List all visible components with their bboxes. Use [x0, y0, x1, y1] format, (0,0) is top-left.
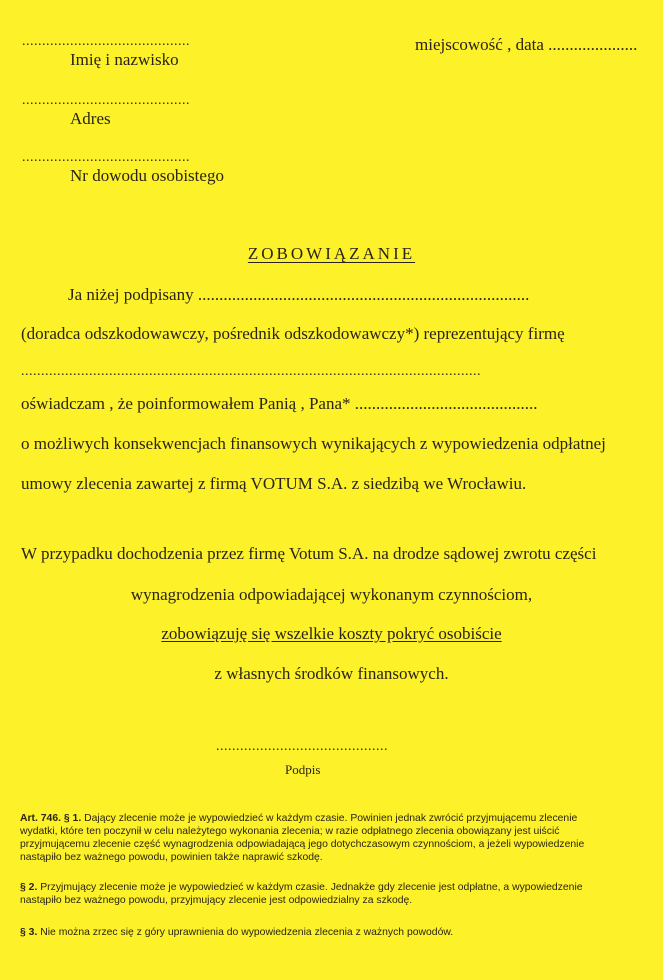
place-date-field[interactable]: miejscowość , data .....................	[415, 35, 638, 54]
id-number-label: Nr dowodu osobistego	[70, 166, 224, 185]
address-field-line[interactable]: ..........................................	[22, 93, 190, 108]
paragraph-2-heading: § 2.	[20, 882, 38, 893]
name-field-line[interactable]: ..........................................	[22, 34, 190, 49]
id-number-field-line[interactable]: ..........................................	[22, 150, 190, 165]
legal-text: nastąpiło bez ważnego powodu, powinien także naprawić szkodę.	[20, 852, 323, 863]
signature-line[interactable]: ...........................................	[216, 739, 388, 754]
clause-line-1: W przypadku dochodzenia przez firmę Votum S.A. na drodze sądowej zwrotu części	[21, 544, 597, 563]
signature-label: Podpis	[285, 762, 321, 777]
company-name-line[interactable]: ...................................................................................................................	[21, 364, 481, 379]
clause-line-2: wynagrodzenia odpowiadającej wykonanym czynnościom,	[130, 585, 533, 604]
legal-text: Dający zlecenie może je wypowiedzieć w każdym czasie. Powinien jednak zwrócić przyjmującemu zlecenie	[81, 813, 578, 824]
legal-text: Nie można zrzec się z góry uprawnienia do wypowiedzenia zlecenia z ważnych powodów.	[37, 927, 454, 938]
legal-art746-p2	[20, 881, 583, 907]
informed-client-line[interactable]: oświadczam , że poinformowałem Panią , Pana* ...........................................	[21, 394, 538, 413]
art-746-heading: Art. 746. § 1.	[20, 813, 82, 824]
role-description: (doradca odszkodowawczy, pośrednik odszkodowawczy*) reprezentujący firmę	[21, 324, 565, 343]
contract-text: umowy zlecenia zawartej z firmą VOTUM S.A. z siedzibą we Wrocławiu.	[21, 474, 527, 493]
legal-art746-p3	[20, 926, 453, 939]
legal-text: wydatki, które ten poczynił w celu należytego wykonania zlecenia; w razie odpłatnego zlecenia obowiązany jest uiścić	[20, 826, 560, 837]
legal-art746-p1	[20, 812, 584, 864]
signatory-name-line[interactable]: Ja niżej podpisany ..............................................................................	[68, 285, 530, 304]
address-label: Adres	[70, 109, 111, 128]
clause-line-4: z własnych środków finansowych.	[214, 664, 449, 683]
document-title: ZOBOWIĄZANIE	[247, 244, 416, 263]
paragraph-3-heading: § 3.	[20, 927, 38, 938]
legal-text: nastąpiło bez ważnego powodu, przyjmujący zlecenie jest odpowiedzialny za szkodę.	[20, 895, 413, 906]
legal-text: przyjmującemu zlecenie część wynagrodzenia odpowiadającą jego dotychczasowym czynnościom, a jeżeli wypowiedzenie	[20, 839, 585, 850]
consequences-text: o możliwych konsekwencjach finansowych wynikających z wypowiedzenia odpłatnej	[21, 434, 606, 453]
legal-text: Przyjmujący zlecenie może je wypowiedzieć w każdym czasie. Jednakże gdy zlecenie jest odpłatne, a wypowiedzenie	[37, 882, 583, 893]
clause-commitment: zobowiązuję się wszelkie koszty pokryć osobiście	[161, 624, 502, 643]
name-label: Imię i nazwisko	[70, 50, 179, 69]
